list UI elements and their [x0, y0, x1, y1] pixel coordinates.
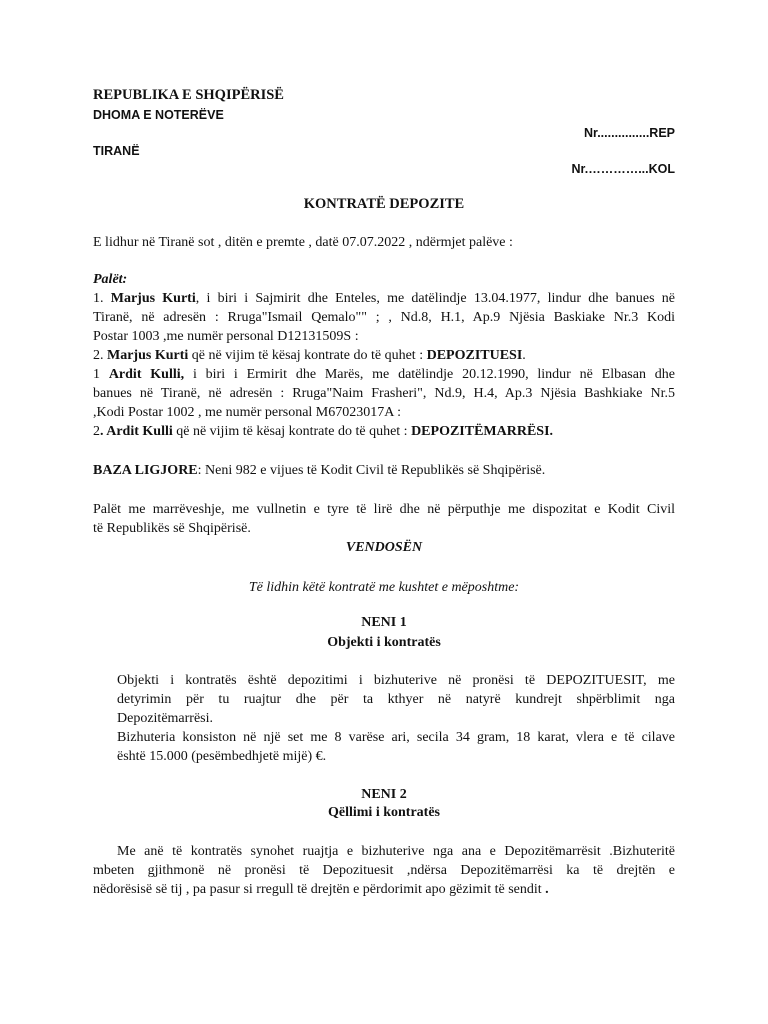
rep-number: Nr...............REP: [584, 126, 675, 140]
decided-heading: VENDOSËN: [345, 540, 423, 555]
party2-role: 2. Ardit Kulli që në vijim të kësaj kontrate do të quhet : DEPOZITËMARRËSI.: [93, 424, 554, 439]
party1-line1: 1. Marjus Kurti, i biri i Sajmirit dhe Enteles, me datëlindje 13.04.1977, lindur dhe banues në: [93, 291, 676, 306]
legal-basis: BAZA LIGJORE: Neni 982 e vijues të Kodit Civil të Republikës së Shqipërisë.: [93, 463, 546, 478]
republic-heading: REPUBLIKA E SHQIPËRISË: [93, 87, 284, 103]
conclude-text: Të lidhin këtë kontratë me kushtet e mëposhtme:: [248, 580, 520, 595]
parties-heading: Palët:: [93, 272, 128, 287]
party1-line3: Postar 1003 ,me numër personal D12131509S :: [93, 329, 359, 344]
article2-number: NENI 2: [361, 787, 407, 802]
kol-number: Nr.…………...KOL: [571, 162, 675, 176]
intro-text: E lidhur në Tiranë sot , ditën e premte , datë 07.07.2022 , ndërmjet palëve :: [93, 235, 513, 250]
party1-name: Marjus Kurti: [110, 291, 196, 306]
agreement-paragraph: Palët me marrëveshje, me vullnetin e tyre të lirë dhe në përputhje me dispozitat e Kodit Civil të Republikës së Shqipërisë.: [93, 502, 675, 536]
chamber-heading: DHOMA E NOTERËVE: [93, 108, 224, 122]
depositary-role: DEPOZITËMARRËSI.: [411, 424, 554, 439]
party1-role: 2. Marjus Kurti që në vijim të kësaj kontrate do të quhet : DEPOZITUESI.: [93, 348, 526, 363]
party2-line1: 1 Ardit Kulli, i biri i Ermirit dhe Marës, me datëlindje 20.12.1990, lindur në Elbasan dhe: [93, 367, 675, 382]
party1-line2: Tiranë, në adresën : Rruga"Ismail Qemalo"" ; , Nd.8, H.1, Ap.9 Njësia Baskiake Nr.3 Kodi: [93, 310, 675, 325]
parties-section: [93, 270, 675, 441]
article1-number: NENI 1: [361, 615, 407, 630]
depositor-role: DEPOZITUESI: [426, 348, 523, 363]
article2-title: Qëllimi i kontratës: [328, 805, 440, 820]
party2-name: Ardit Kulli,: [108, 367, 185, 382]
legal-basis-label: BAZA LIGJORE: [93, 463, 198, 478]
article1-body: Objekti i kontratës është depozitimi i bizhuterive në pronësi të DEPOZITUESIT, me detyrimin për tu ruajtur dhe për ta kthyer në natyrë kundrejt shpërblimit nga Depozitëmarrësi. Bizhuteria konsiston në një set me 8 varëse ari, secila 34 gram, 18 karat, vlera e të cilave është 15.000 (pesëmbedhjetë mijë) €.: [117, 673, 675, 764]
article1-title: Objekti i kontratës: [327, 635, 441, 650]
article2-body: Me anë të kontratës synohet ruajtja e bizhuterive nga ana e Depozitëmarrësit .Bizhuteritë mbeten gjithmonë në pronësi të Depozituesit ,ndërsa Depozitëmarrësi ka të drejtën e nëdorësisë së tij , pa pasur si rregull të drejtën e përdorimit apo gëzimit të sendit .: [93, 844, 675, 897]
document-title: KONTRATË DEPOZITE: [303, 196, 465, 212]
party2-line3: ,Kodi Postar 1002 , me numër personal M67023017A :: [93, 405, 401, 420]
party2-line2: banues në Tiranë, në adresën : Rruga"Naim Frasheri", Nd.9, H.4, Ap.3 Njësia Bashkiake Nr.5: [93, 386, 675, 401]
city-heading: TIRANË: [93, 144, 140, 158]
